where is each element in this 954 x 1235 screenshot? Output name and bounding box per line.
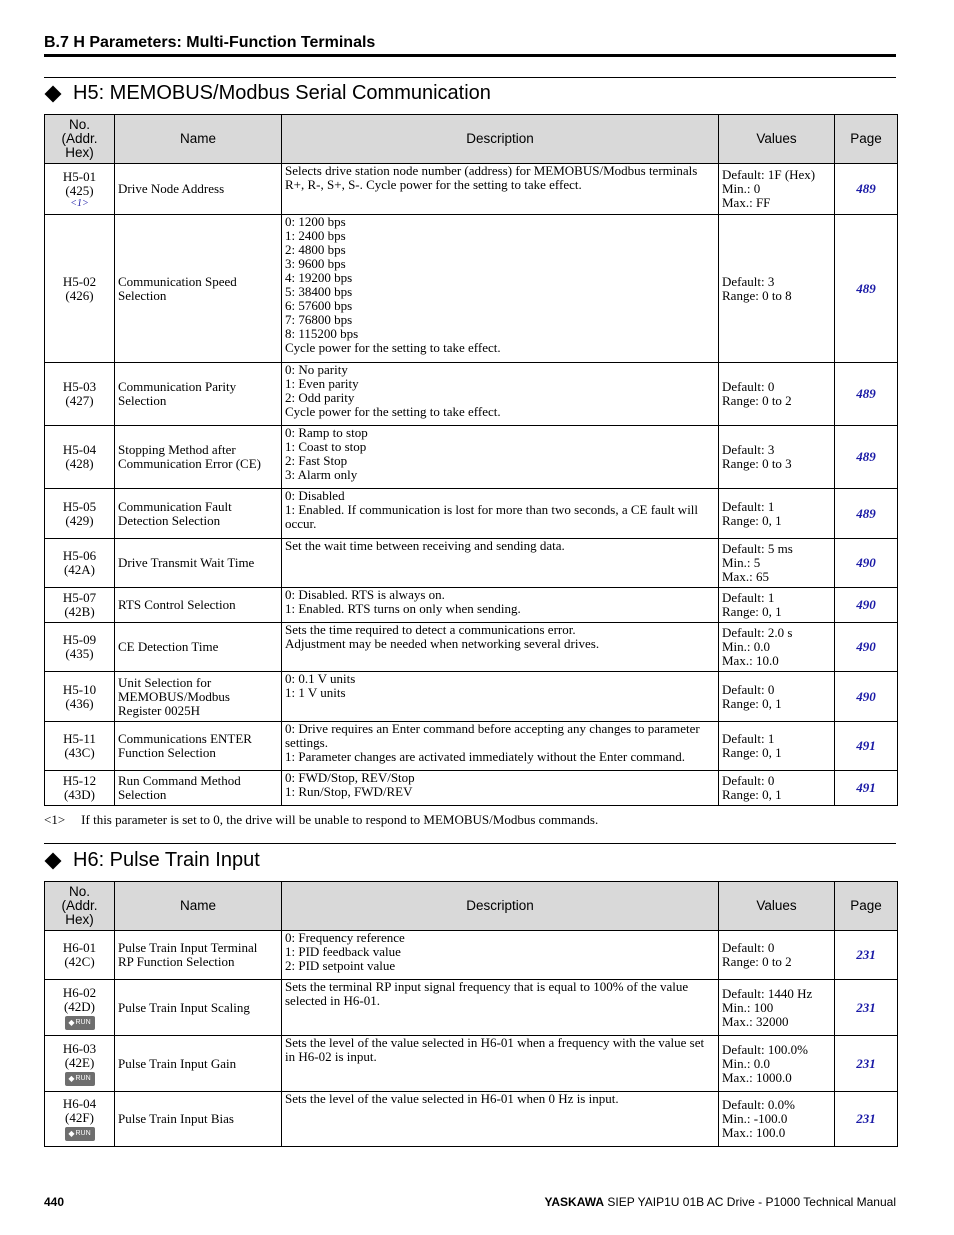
param-description: 0: Ramp to stop [285,425,368,440]
param-values-cell [719,672,835,722]
param-number: H5-10 [62,681,97,697]
param-description: Adjustment may be needed when networking several drives. [285,636,600,651]
param-description: 1: Enabled. RTS turns on only when sending. [285,601,521,616]
footer-manual-title [544,1195,896,1209]
param-value: Default: 0 [722,379,775,394]
param-description: 0: 1200 bps [285,214,346,229]
param-description: 0: Disabled. RTS is always on. [285,587,445,602]
param-value: Max.: 1000.0 [722,1069,792,1085]
param-number: H5-05 [62,498,97,514]
table-row [45,539,898,588]
param-number-cell [45,539,115,588]
param-value: Range: 0, 1 [722,745,782,760]
param-name-cell [115,215,282,363]
param-name: Stopping Method after [118,442,236,457]
section-title-h5: H5: MEMOBUS/Modbus Serial Communication [73,82,491,104]
run-mode-icon [65,1127,95,1141]
param-values-cell [719,1092,835,1147]
param-value: Default: 0 [722,940,775,955]
param-address: (43D) [63,787,96,802]
col-header-page: Page [835,115,898,164]
param-page-cell [835,980,898,1036]
param-description: Cycle power for the setting to take effect. [285,404,501,419]
param-number: H6-02 [62,984,97,1000]
param-values-cell [719,363,835,426]
param-description: Selects drive station node number (address) for MEMOBUS/Modbus terminals R+, R-, S+, S-. Cycle power for the setting to take effect. [285,163,698,192]
param-values-cell [719,771,835,806]
param-value: Default: 0 [722,773,775,788]
col-header-no: No. (Addr. Hex) [45,115,115,164]
param-page-cell [835,931,898,980]
param-description: Sets the terminal RP input signal frequency that is equal to 100% of the value selected in H6-01. [285,979,689,1008]
param-address: (435) [65,646,94,661]
param-value: Default: 2.0 s [722,625,793,640]
param-description: 8: 115200 bps [285,326,359,341]
param-description: 1: Run/Stop, FWD/REV [285,784,413,799]
param-value: Range: 0, 1 [722,787,782,802]
page-header-title: B.7 H Parameters: Multi-Function Terminals [44,34,376,51]
footnote-mark: <1> [44,812,66,827]
run-icon-label: RUN [75,1130,91,1137]
table-row [45,363,898,426]
param-number: H5-01 [62,168,97,184]
col-header-values: Values [719,115,835,164]
param-values-cell [719,623,835,672]
param-address: (42C) [64,954,95,969]
param-description: 1: PID feedback value [285,944,401,959]
param-description: 1: 1 V units [285,685,346,700]
param-value: Range: 0, 1 [722,512,782,528]
param-name-cell [115,722,282,771]
param-address: (43C) [64,745,95,760]
param-description: 7: 76800 bps [285,312,353,327]
param-value: Default: 1F (Hex) [722,167,816,182]
page-link[interactable]: 231 [856,947,876,962]
param-number: H5-04 [62,442,97,457]
param-description: 1: Parameter changes are activated immediately without the Enter command. [285,749,685,764]
param-description-cell [282,771,719,806]
param-name: Pulse Train Input Bias [118,1111,234,1126]
page-link[interactable]: 489 [856,505,876,521]
param-description: Sets the time required to detect a communications error. [285,622,576,637]
param-description: 1: Even parity [285,376,359,391]
param-number: H5-09 [62,632,97,647]
table-header-row [45,115,898,164]
param-value: Default: 1 [722,731,775,746]
table-row [45,1036,898,1092]
run-arrow-icon: ◆ [68,1129,75,1138]
run-icon-label: RUN [75,1074,91,1082]
param-description-cell [282,426,719,489]
param-description-cell [282,722,719,771]
run-mode-icon [65,1016,95,1030]
param-description-cell [282,1036,719,1092]
param-value: Max.: 32000 [722,1013,789,1029]
param-value: Range: 0 to 3 [722,456,792,471]
param-name: Pulse Train Input Gain [118,1055,237,1071]
param-name: Communication Fault [118,498,232,514]
param-page-cell [835,588,898,623]
param-name: Selection [118,287,167,303]
param-number: H5-12 [62,773,97,788]
param-value: Max.: FF [722,195,771,210]
param-value: Default: 1 [722,498,775,514]
param-name: Communication Parity [118,379,237,394]
col-header-description: Description [282,115,719,164]
param-name: RP Function Selection [118,954,235,969]
table-row [45,215,898,363]
page-link[interactable]: 489 [856,386,876,401]
diamond-bullet-icon [45,85,62,102]
param-description-cell [282,588,719,623]
section-title-h6: H6: Pulse Train Input [73,849,260,871]
run-mode-icon [65,1072,95,1086]
param-name-cell [115,588,282,623]
param-values-cell [719,489,835,539]
col-header-name: Name [115,882,282,931]
param-address: (436) [65,695,94,711]
param-description: Sets the level of the value selected in H6-01 when a frequency with the value set in H6-02 is input. [285,1035,705,1064]
param-description-cell [282,931,719,980]
table-row [45,931,898,980]
param-name: Selection [118,393,167,408]
param-value: Min.: -100.0 [722,1111,788,1126]
param-description-cell [282,672,719,722]
param-values-cell [719,215,835,363]
param-address: (42A) [63,562,96,577]
section-heading-h6 [44,849,260,872]
h5-parameter-table [44,114,898,806]
param-description-cell [282,980,719,1036]
table-row [45,1092,898,1147]
param-description: 1: Enabled. If communication is lost for more than two seconds, a CE fault will occur. [285,502,699,531]
param-name: Communication Error (CE) [118,456,261,471]
param-description: Set the wait time between receiving and sending data. [285,538,565,553]
section-rule-h6 [44,843,896,844]
param-name: Pulse Train Input Terminal [118,940,258,955]
page-link[interactable]: 489 [856,280,876,296]
param-page-cell [835,672,898,722]
param-page-cell [835,623,898,672]
param-number-cell [45,672,115,722]
param-description-cell [282,215,719,363]
param-description-cell [282,539,719,588]
page-link[interactable]: 231 [856,999,876,1015]
table-header-row [45,882,898,931]
h6-parameter-table [44,881,898,1147]
param-values-cell [719,539,835,588]
param-number-cell [45,771,115,806]
param-value: Range: 0 to 2 [722,393,792,408]
param-address: (42E) [64,1054,95,1070]
page-link[interactable]: 490 [856,688,876,704]
param-value: Max.: 100.0 [722,1125,786,1140]
param-description: 4: 19200 bps [285,270,353,285]
param-description-cell [282,164,719,215]
param-description: 2: PID setpoint value [285,958,396,973]
param-values-cell [719,722,835,771]
param-address: (427) [65,393,94,408]
param-name: Unit Selection for [118,674,212,690]
param-description: 1: Coast to stop [285,439,367,454]
param-description-cell [282,363,719,426]
param-value: Default: 0.0% [722,1097,795,1112]
param-name-cell [115,1092,282,1147]
page-link[interactable]: 231 [856,1111,876,1126]
param-name-cell [115,426,282,489]
param-address: (42F) [65,1110,94,1125]
param-value: Range: 0 to 8 [722,287,792,303]
param-values-cell [719,164,835,215]
param-number: H5-02 [62,273,97,289]
param-value: Default: 100.0% [722,1041,808,1057]
param-name-cell [115,363,282,426]
col-header-values: Values [719,882,835,931]
param-value: Min.: 0.0 [722,639,771,654]
param-name: Communications ENTER [118,731,252,746]
param-number-cell [45,1036,115,1092]
param-name: Run Command Method [118,773,241,788]
param-name-cell [115,623,282,672]
table-row [45,489,898,539]
param-page-cell [835,722,898,771]
param-address: (429) [65,512,94,528]
param-number: H5-06 [62,548,97,563]
param-name: Communication Speed [118,273,237,289]
table-row [45,672,898,722]
param-name: Function Selection [118,745,216,760]
param-number: H6-04 [62,1096,97,1111]
param-name: Drive Node Address [118,181,225,196]
param-description: 1: 2400 bps [285,228,346,243]
param-value: Default: 3 [722,273,775,289]
brand-name: YASKAWA [544,1195,605,1209]
param-description: 3: Alarm only [285,467,358,482]
param-page-cell [835,1092,898,1147]
param-number-cell [45,623,115,672]
header-rule [44,54,896,57]
param-page-cell [835,489,898,539]
page-number: 440 [44,1195,65,1209]
manual-name: SIEP YAIP1U 01B AC Drive - P1000 Technical Manual [607,1195,896,1209]
param-page-cell [835,363,898,426]
param-number-cell [45,722,115,771]
param-name: MEMOBUS/Modbus [118,688,230,704]
param-number: H5-03 [62,379,97,394]
param-description: Sets the level of the value selected in H6-01 when 0 Hz is input. [285,1091,619,1106]
param-number-cell [45,489,115,539]
param-value: Min.: 5 [722,555,761,570]
param-address: (425) [65,182,94,198]
page-link[interactable]: 489 [856,449,876,464]
param-number-cell [45,931,115,980]
col-header-page: Page [835,882,898,931]
param-description: 0: No parity [285,362,348,377]
param-address: (428) [65,456,94,471]
param-number-cell [45,215,115,363]
section-rule-h5 [44,77,896,78]
param-page-cell [835,1036,898,1092]
param-address: (42D) [63,998,96,1014]
param-value: Range: 0, 1 [722,695,782,711]
param-name: CE Detection Time [118,639,219,654]
param-number-cell [45,363,115,426]
param-value: Default: 3 [722,442,775,457]
run-icon-label: RUN [75,1018,91,1026]
param-name: Register 0025H [118,702,200,718]
param-description: 0: Frequency reference [285,930,405,945]
page-link[interactable]: 491 [856,780,876,795]
param-number-cell [45,588,115,623]
param-description: 6: 57600 bps [285,298,353,313]
param-name-cell [115,489,282,539]
footnote-ref-link[interactable]: <1> [70,197,89,209]
param-address: (426) [65,287,94,303]
param-value: Range: 0, 1 [722,604,782,619]
param-description: 2: Fast Stop [285,453,348,468]
param-page-cell [835,539,898,588]
param-values-cell [719,931,835,980]
param-number-cell [45,426,115,489]
table-row [45,426,898,489]
footnote-text: If this parameter is set to 0, the drive will be unable to respond to MEMOBUS/Modbus commands. [81,812,599,827]
param-value: Default: 1 [722,590,775,605]
param-description: 5: 38400 bps [285,284,353,299]
page-link[interactable]: 231 [856,1055,876,1071]
col-header-description: Description [282,882,719,931]
param-name: Drive Transmit Wait Time [118,555,255,570]
page-link[interactable]: 490 [856,639,876,654]
param-page-cell [835,426,898,489]
param-value: Default: 1440 Hz [722,985,813,1001]
param-description: 2: Odd parity [285,390,355,405]
run-arrow-icon: ◆ [68,1073,75,1083]
param-values-cell [719,588,835,623]
param-values-cell [719,1036,835,1092]
param-description: 0: Drive requires an Enter command before accepting any changes to parameter settings. [285,721,700,750]
param-description-cell [282,623,719,672]
param-value: Max.: 65 [722,569,769,584]
page-link[interactable]: 490 [856,597,876,612]
table-row [45,588,898,623]
param-value: Min.: 0 [722,181,761,196]
param-page-cell [835,771,898,806]
table-row [45,164,898,215]
param-description: 0: FWD/Stop, REV/Stop [285,770,415,785]
table-row [45,980,898,1036]
param-value: Max.: 10.0 [722,653,779,668]
col-header-no: No. (Addr. Hex) [45,882,115,931]
param-name-cell [115,1036,282,1092]
param-name-cell [115,672,282,722]
section-heading-h5 [44,82,491,105]
param-name-cell [115,539,282,588]
param-name-cell [115,771,282,806]
table-row [45,722,898,771]
page-link[interactable]: 489 [856,181,876,196]
param-number: H5-11 [63,731,96,746]
param-name-cell [115,980,282,1036]
run-arrow-icon: ◆ [68,1017,75,1027]
table-row [45,623,898,672]
param-number: H5-07 [62,590,97,605]
param-description: Cycle power for the setting to take effect. [285,340,501,355]
param-name: Detection Selection [118,512,221,528]
param-number: H6-03 [62,1040,97,1056]
param-value: Default: 5 ms [722,541,793,556]
param-values-cell [719,426,835,489]
param-description: 0: Disabled [285,488,345,503]
page-link[interactable]: 491 [856,738,876,753]
param-description: 0: 0.1 V units [285,671,356,686]
param-page-cell [835,215,898,363]
table-row [45,771,898,806]
param-description: 3: 9600 bps [285,256,346,271]
param-name: Selection [118,787,167,802]
param-values-cell [719,980,835,1036]
param-name-cell [115,931,282,980]
param-value: Range: 0 to 2 [722,954,792,969]
param-number-cell [45,1092,115,1147]
param-value: Min.: 100 [722,999,774,1015]
param-address: (42B) [64,604,95,619]
param-number: H6-01 [62,940,97,955]
col-header-name: Name [115,115,282,164]
param-description-cell [282,1092,719,1147]
param-description-cell [282,489,719,539]
param-value: Default: 0 [722,681,775,697]
diamond-bullet-icon [45,852,62,869]
footnote [44,812,598,828]
param-page-cell [835,164,898,215]
param-value: Min.: 0.0 [722,1055,771,1071]
page-link[interactable]: 490 [856,555,876,570]
param-number-cell [45,164,115,215]
param-name-cell [115,164,282,215]
param-number-cell [45,980,115,1036]
param-description: 2: 4800 bps [285,242,346,257]
param-name: Pulse Train Input Scaling [118,999,250,1015]
param-name: RTS Control Selection [118,597,236,612]
